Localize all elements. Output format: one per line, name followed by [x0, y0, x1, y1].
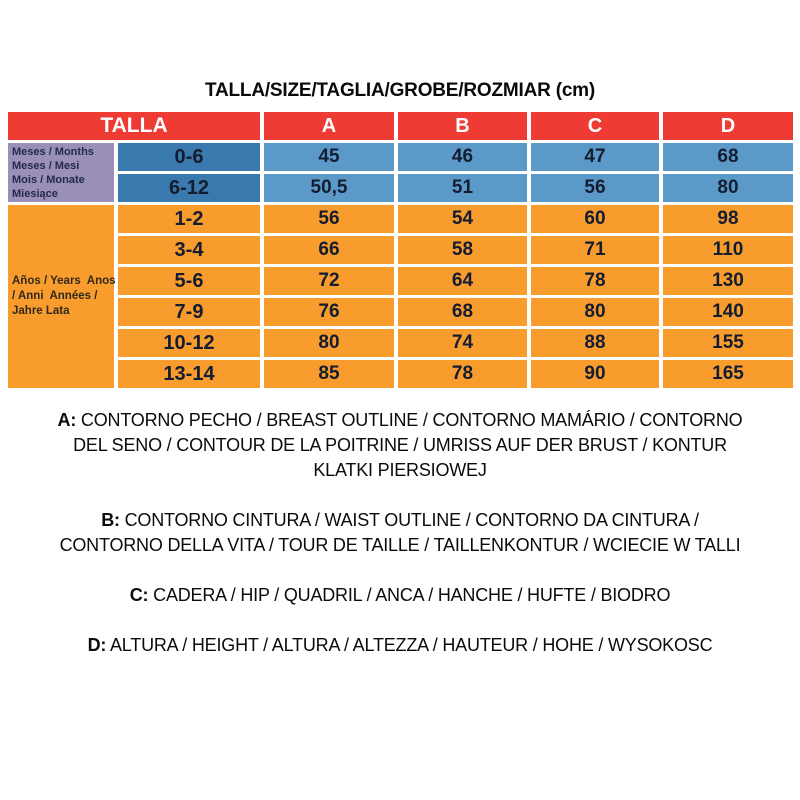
measurement-legend: [0, 408, 800, 683]
legend-text-c: CADERA / HIP / QUADRIL / ANCA / HANCHE / HUFTE / BIODRO: [148, 585, 671, 605]
size-cell: 10-12: [118, 329, 260, 357]
legend-item-b: [55, 508, 745, 558]
size-chart-table: [8, 112, 793, 388]
value-cell: 64: [398, 267, 527, 295]
value-cell: 98: [663, 205, 793, 233]
value-cell: 68: [663, 143, 793, 171]
value-cell: 140: [663, 298, 793, 326]
value-cell: 76: [264, 298, 394, 326]
value-cell: 155: [663, 329, 793, 357]
value-cell: 88: [531, 329, 659, 357]
value-cell: 46: [398, 143, 527, 171]
value-cell: 66: [264, 236, 394, 264]
legend-text-d: ALTURA / HEIGHT / ALTURA / ALTEZZA / HAUTEUR / HOHE / WYSOKOSC: [106, 635, 713, 655]
value-cell: 90: [531, 360, 659, 388]
corner-header-talla: TALLA: [8, 112, 260, 140]
size-cell: 6-12: [118, 174, 260, 202]
size-cell: 7-9: [118, 298, 260, 326]
size-cell: 3-4: [118, 236, 260, 264]
value-cell: 60: [531, 205, 659, 233]
value-cell: 74: [398, 329, 527, 357]
column-header-c: C: [531, 112, 659, 140]
legend-item-c: [55, 583, 745, 608]
value-cell: 80: [264, 329, 394, 357]
value-cell: 51: [398, 174, 527, 202]
value-cell: 80: [531, 298, 659, 326]
group-label-years: [8, 205, 114, 388]
value-cell: 50,5: [264, 174, 394, 202]
legend-key-d: D:: [87, 635, 107, 655]
group-label-line: Jahre Lata: [12, 305, 70, 317]
value-cell: 80: [663, 174, 793, 202]
group-label-line: Meses / Mesi: [12, 159, 80, 172]
column-header-a: A: [264, 112, 394, 140]
page-title: TALLA/SIZE/TAGLIA/GROBE/ROZMIAR (cm): [204, 80, 596, 101]
value-cell: 56: [531, 174, 659, 202]
value-cell: 56: [264, 205, 394, 233]
value-cell: 71: [531, 236, 659, 264]
size-cell: 5-6: [118, 267, 260, 295]
legend-key-c: C:: [129, 585, 149, 605]
value-cell: 45: [264, 143, 394, 171]
column-header-d: D: [663, 112, 793, 140]
legend-item-d: [55, 633, 745, 658]
value-cell: 85: [264, 360, 394, 388]
group-label-line: Meses / Months: [12, 145, 94, 158]
size-cell: 13-14: [118, 360, 260, 388]
group-label-line: Años / Years Anos: [12, 275, 116, 287]
value-cell: 78: [398, 360, 527, 388]
value-cell: 78: [531, 267, 659, 295]
column-header-b: B: [398, 112, 527, 140]
size-cell: 1-2: [118, 205, 260, 233]
legend-text-a: CONTORNO PECHO / BREAST OUTLINE / CONTORNO MAMÁRIO / CONTORNO DEL SENO / CONTOUR DE LA POITRINE / UMRISS AUF DER BRUST / KONTUR KLATKI PIERSIOWEJ: [73, 410, 743, 480]
group-label-line: Miesiące: [12, 187, 58, 200]
legend-key-b: B:: [101, 510, 120, 530]
legend-item-a: [55, 408, 745, 483]
group-label-line: / Anni Années /: [12, 290, 98, 302]
value-cell: 130: [663, 267, 793, 295]
value-cell: 110: [663, 236, 793, 264]
legend-key-a: A:: [57, 410, 77, 430]
value-cell: 72: [264, 267, 394, 295]
value-cell: 68: [398, 298, 527, 326]
value-cell: 47: [531, 143, 659, 171]
value-cell: 165: [663, 360, 793, 388]
group-label-months: [8, 143, 114, 202]
legend-text-b: CONTORNO CINTURA / WAIST OUTLINE / CONTORNO DA CINTURA / CONTORNO DELLA VITA / TOUR DE TAILLE / TAILLENKONTUR / WCIECIE W TALLI: [59, 510, 741, 555]
size-cell: 0-6: [118, 143, 260, 171]
value-cell: 58: [398, 236, 527, 264]
value-cell: 54: [398, 205, 527, 233]
group-label-line: Mois / Monate: [12, 173, 85, 186]
